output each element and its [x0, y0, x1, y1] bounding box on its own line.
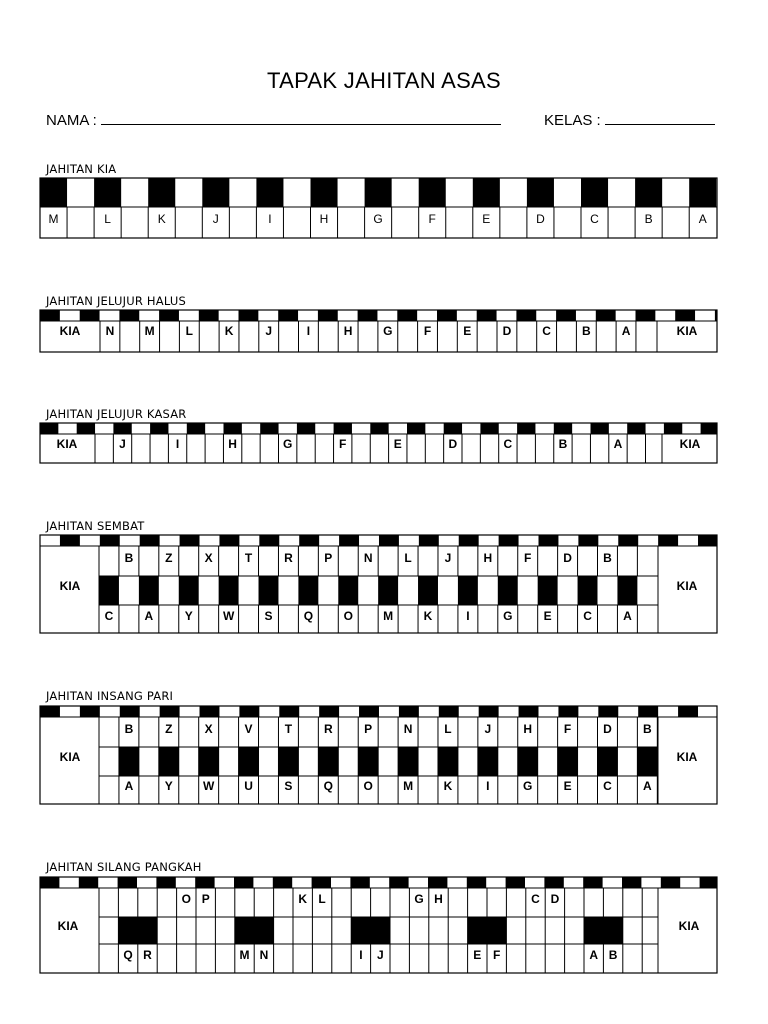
stripe-block	[622, 877, 641, 888]
stitch-letter: L	[444, 722, 452, 736]
stitch-letter: A	[589, 948, 599, 962]
stitch-letter: H	[228, 437, 237, 451]
stitch-letter: M	[239, 948, 250, 962]
stripe-block	[544, 877, 563, 888]
stitch-letter: E	[543, 609, 552, 623]
stitch-letter: N	[403, 722, 413, 736]
stitch-letter: D	[502, 324, 512, 338]
stitch-letter: J	[119, 437, 126, 451]
stitch-letter: K	[423, 609, 433, 623]
stitch-letter: Q	[123, 948, 133, 962]
stripe-block	[159, 310, 179, 321]
stitch-letter: R	[284, 551, 293, 565]
stripe-block	[578, 535, 598, 546]
stitch-block	[259, 576, 279, 605]
stitch-block	[365, 178, 392, 207]
stitch-block	[598, 747, 618, 776]
stitch-block	[473, 178, 500, 207]
stitch-letter: G	[414, 892, 424, 906]
stitch-letter: F	[428, 212, 436, 226]
stitch-block	[298, 576, 318, 605]
stripe-block	[195, 877, 214, 888]
stitch-letter: A	[623, 609, 632, 623]
stitch-block	[637, 747, 657, 776]
stitch-block	[558, 747, 578, 776]
stitch-letter: F	[493, 948, 501, 962]
stitch-letter: R	[323, 722, 333, 736]
stitch-grid-sembat	[40, 535, 717, 633]
stripe-block	[200, 706, 220, 717]
stripe-block	[359, 706, 379, 717]
stitch-block	[202, 178, 229, 207]
stitch-letter: C	[542, 324, 551, 338]
stitch-letter: I	[268, 212, 272, 226]
stripe-block	[517, 423, 535, 434]
stripe-block	[554, 423, 572, 434]
stripe-block	[113, 423, 131, 434]
stitch-letter: J	[265, 324, 273, 338]
stitch-letter: Q	[303, 609, 314, 623]
stripe-block	[479, 706, 499, 717]
stripe-block	[119, 310, 139, 321]
section-label-kia: JAHITAN KIA	[46, 162, 117, 176]
stitch-letter: P	[324, 551, 333, 565]
stripe-block	[40, 706, 60, 717]
stitch-letter: W	[222, 609, 235, 623]
stripe-block	[224, 423, 242, 434]
stitch-letter: B	[643, 722, 652, 736]
stitch-block	[119, 747, 139, 776]
stitch-block	[358, 747, 378, 776]
kelas-label: KELAS :	[544, 112, 601, 129]
stitch-letter: T	[284, 722, 293, 736]
stitch-block	[418, 576, 438, 605]
stripe-block	[419, 535, 439, 546]
stripe-block	[558, 706, 578, 717]
stitch-grid-jelujur-kasar	[40, 423, 717, 463]
stitch-letter: B	[644, 212, 653, 226]
stripe-block	[661, 877, 680, 888]
stripe-block	[273, 877, 292, 888]
stitch-block	[498, 576, 518, 605]
stripe-block	[279, 706, 299, 717]
stripe-block	[664, 423, 682, 434]
stripe-block	[618, 535, 638, 546]
kelas-blank-line[interactable]	[605, 110, 715, 125]
stitch-letter: E	[563, 779, 572, 793]
stitch-letter: B	[124, 551, 134, 565]
stripe-block	[156, 877, 175, 888]
stripe-block	[444, 423, 462, 434]
stripe-block	[180, 535, 200, 546]
kia-label: KIA	[59, 579, 81, 593]
stripe-block	[350, 877, 369, 888]
stitch-letter: M	[48, 212, 59, 226]
stripe-block	[516, 310, 536, 321]
stripe-block	[539, 535, 559, 546]
stripe-block	[318, 310, 338, 321]
stitch-letter: J	[376, 948, 384, 962]
stitch-letter: D	[603, 722, 612, 736]
stripe-block	[459, 535, 479, 546]
stitch-letter: W	[203, 779, 215, 793]
stitch-block	[179, 576, 199, 605]
stripe-block	[678, 706, 698, 717]
stripe-block	[506, 877, 525, 888]
stitch-letter: J	[212, 212, 219, 226]
stitch-letter: I	[466, 609, 470, 623]
section-label-jelujur-halus: JAHITAN JELUJUR HALUS	[46, 294, 186, 308]
stitch-grid-insang-pari	[40, 706, 717, 804]
stripe-block	[219, 535, 239, 546]
stitch-letter: Q	[323, 779, 333, 793]
kia-label: KIA	[57, 919, 79, 933]
stitch-letter: F	[423, 324, 432, 338]
stripe-block	[499, 535, 519, 546]
stitch-letter: L	[404, 551, 412, 565]
stitch-letter: B	[608, 948, 618, 962]
kia-label: KIA	[59, 750, 81, 764]
stitch-letter: F	[339, 437, 347, 451]
stitch-block	[99, 576, 119, 605]
stitch-block	[318, 747, 338, 776]
stitch-block	[617, 576, 637, 605]
stitch-block	[338, 576, 358, 605]
stripe-block	[77, 423, 95, 434]
stripe-block	[591, 423, 609, 434]
stripe-block	[234, 877, 253, 888]
stripe-block	[439, 706, 459, 717]
stripe-block	[583, 877, 602, 888]
stripe-block	[118, 877, 137, 888]
stripe-block	[698, 535, 717, 546]
stripe-block	[389, 877, 408, 888]
stripe-block	[150, 423, 168, 434]
stitch-letter: C	[583, 609, 592, 623]
stitch-letter: K	[443, 779, 453, 793]
nama-blank-line[interactable]	[101, 110, 501, 125]
stitch-letter: G	[373, 212, 383, 226]
nama-label: NAMA :	[46, 112, 97, 129]
stitch-block	[527, 178, 554, 207]
stripe-block	[259, 535, 279, 546]
stripe-block	[675, 310, 695, 321]
stripe-block	[297, 423, 315, 434]
stitch-letter: R	[143, 948, 152, 962]
kia-label: KIA	[679, 437, 701, 451]
stripe-block	[160, 706, 180, 717]
stitch-letter: A	[643, 779, 652, 793]
stitch-letter: K	[224, 324, 234, 338]
stitch-letter: Z	[165, 722, 173, 736]
stitch-letter: H	[523, 722, 533, 736]
stripe-block	[40, 423, 58, 434]
stitch-letter: C	[104, 609, 114, 623]
stitch-block	[578, 576, 598, 605]
stitch-letter: S	[284, 779, 293, 793]
stitch-block	[278, 747, 298, 776]
stitch-block	[148, 178, 175, 207]
stitch-letter: B	[558, 437, 568, 451]
stitch-block	[239, 747, 259, 776]
stitch-block	[458, 576, 478, 605]
kelas-field[interactable]	[544, 110, 715, 129]
stitch-letter: S	[264, 609, 273, 623]
stripe-block	[299, 535, 319, 546]
stitch-letter: F	[563, 722, 572, 736]
stitch-block	[94, 178, 121, 207]
stripe-block	[428, 877, 447, 888]
stitch-letter: C	[603, 779, 612, 793]
stitch-letter: V	[244, 722, 253, 736]
stitch-block	[219, 576, 239, 605]
stitch-letter: J	[484, 722, 492, 736]
stitch-letter: L	[185, 324, 193, 338]
stitch-block	[538, 576, 558, 605]
stitch-block	[398, 747, 418, 776]
stitch-letter: P	[201, 892, 210, 906]
stripe-block	[480, 423, 498, 434]
stitch-block	[581, 178, 608, 207]
stitch-block	[518, 747, 538, 776]
stitch-letter: J	[444, 551, 452, 565]
stitch-letter: M	[144, 324, 155, 338]
stitch-letter: H	[434, 892, 443, 906]
stitch-letter: N	[105, 324, 115, 338]
stitch-block	[689, 178, 716, 207]
stitch-letter: G	[383, 324, 393, 338]
stitch-letter: M	[403, 779, 414, 793]
kia-label: KIA	[678, 919, 700, 933]
stripe-block	[80, 706, 100, 717]
stripe-block	[638, 706, 658, 717]
stitch-letter: T	[244, 551, 253, 565]
stitch-block	[40, 178, 67, 207]
stripe-block	[658, 535, 678, 546]
stripe-block	[239, 310, 259, 321]
section-label-insang-pari: JAHITAN INSANG PARI	[46, 689, 174, 703]
stripe-block	[100, 535, 120, 546]
stitch-letter: A	[124, 779, 134, 793]
stitch-letter: C	[531, 892, 540, 906]
stitch-block	[635, 178, 662, 207]
stitch-letter: C	[590, 212, 599, 226]
stitch-letter: G	[523, 779, 533, 793]
stitch-grid-jelujur-halus	[40, 310, 717, 352]
stitch-letter: I	[486, 779, 490, 793]
stitch-letter: H	[343, 324, 353, 338]
stitch-letter: O	[343, 609, 353, 623]
stripe-block	[700, 877, 717, 888]
stripe-block	[187, 423, 205, 434]
stitch-letter: I	[175, 437, 180, 451]
stitch-block	[419, 178, 446, 207]
kia-label: KIA	[56, 437, 78, 451]
stitch-block	[256, 178, 283, 207]
stitch-letter: O	[181, 892, 191, 906]
stitch-letter: G	[283, 437, 293, 451]
stitch-block	[478, 747, 498, 776]
stitch-letter: M	[383, 609, 394, 623]
stitch-letter: L	[318, 892, 326, 906]
stripe-block	[319, 706, 339, 717]
stripe-block	[596, 310, 616, 321]
stitch-letter: B	[603, 551, 612, 565]
worksheet-title: TAPAK JAHITAN ASAS	[266, 68, 501, 93]
stripe-block	[140, 535, 160, 546]
stripe-block	[278, 310, 298, 321]
stitch-letter: A	[613, 437, 623, 451]
stitch-letter: E	[393, 437, 402, 451]
stitch-letter: O	[363, 779, 373, 793]
stripe-block	[199, 310, 219, 321]
stripe-block	[79, 877, 98, 888]
stitch-block	[199, 747, 219, 776]
stripe-block	[40, 877, 59, 888]
stitch-letter: Y	[164, 779, 173, 793]
stripe-block	[239, 706, 259, 717]
stripe-block	[339, 535, 359, 546]
stitch-letter: I	[359, 948, 363, 962]
kia-label: KIA	[676, 324, 698, 338]
stitch-letter: I	[306, 324, 311, 338]
stitch-letter: Z	[165, 551, 173, 565]
stitch-letter: E	[473, 948, 482, 962]
stitch-letter: A	[144, 609, 154, 623]
stitch-letter: F	[524, 551, 532, 565]
stitch-block	[378, 576, 398, 605]
kia-label: KIA	[59, 324, 81, 338]
stripe-block	[60, 535, 80, 546]
stitch-letter: E	[463, 324, 472, 338]
stitch-letter: C	[503, 437, 513, 451]
stitch-letter: P	[364, 722, 373, 736]
nama-field[interactable]	[46, 110, 501, 129]
stripe-block	[80, 310, 100, 321]
stitch-letter: Y	[184, 609, 193, 623]
stitch-block	[438, 747, 458, 776]
stripe-block	[358, 310, 378, 321]
stripe-block	[477, 310, 497, 321]
stitch-letter: U	[244, 779, 253, 793]
stitch-letter: K	[157, 212, 166, 226]
stripe-block	[701, 423, 717, 434]
stitch-letter: A	[621, 324, 631, 338]
section-label-silang-pangkah: JAHITAN SILANG PANGKAH	[46, 860, 202, 874]
stitch-letter: N	[363, 551, 373, 565]
stripe-block	[627, 423, 645, 434]
stitch-letter: D	[536, 212, 545, 226]
stitch-letter: A	[698, 212, 707, 226]
stitch-letter: E	[482, 212, 491, 226]
stitch-letter: B	[124, 722, 134, 736]
stripe-block	[636, 310, 656, 321]
stitch-letter: H	[483, 551, 493, 565]
stitch-letter: H	[319, 212, 329, 226]
stripe-block	[467, 877, 486, 888]
stitch-block	[139, 576, 159, 605]
stripe-block	[556, 310, 576, 321]
stitch-grid-kia	[40, 178, 717, 238]
stitch-block	[311, 178, 338, 207]
kia-label: KIA	[676, 750, 698, 764]
stripe-block	[379, 535, 399, 546]
section-label-sembat: JAHITAN SEMBAT	[46, 519, 145, 533]
stripe-block	[370, 423, 388, 434]
stripe-block	[120, 706, 140, 717]
section-label-jelujur-kasar: JAHITAN JELUJUR KASAR	[46, 407, 187, 421]
stripe-block	[334, 423, 352, 434]
stripe-block	[40, 310, 60, 321]
stitch-letter: D	[550, 892, 560, 906]
stitch-grid-silang-pangkah	[40, 877, 717, 973]
stitch-letter: D	[563, 551, 572, 565]
stitch-block	[159, 747, 179, 776]
stripe-block	[312, 877, 331, 888]
stitch-letter: N	[259, 948, 269, 962]
stripe-block	[598, 706, 618, 717]
stitch-letter: L	[104, 212, 111, 226]
stripe-block	[260, 423, 278, 434]
stripe-block	[437, 310, 457, 321]
stitch-letter: K	[298, 892, 308, 906]
stitch-letter: D	[448, 437, 458, 451]
stripe-block	[407, 423, 425, 434]
stitch-letter: X	[204, 551, 213, 565]
stripe-block	[397, 310, 417, 321]
stripe-block	[519, 706, 539, 717]
stitch-letter: B	[581, 324, 591, 338]
stripe-block	[399, 706, 419, 717]
stitch-letter: G	[503, 609, 513, 623]
kia-label: KIA	[676, 579, 698, 593]
stitch-letter: X	[204, 722, 213, 736]
